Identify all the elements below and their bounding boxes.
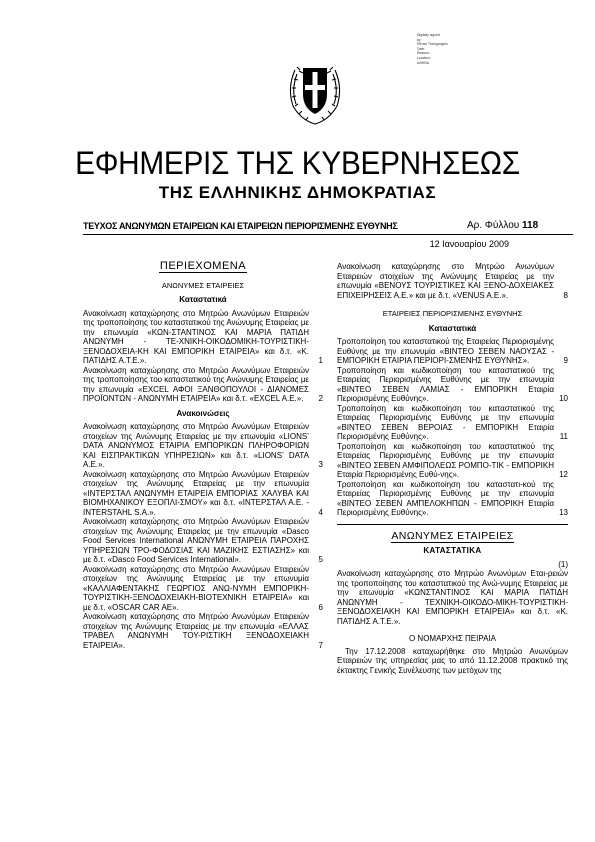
- contents-entry[interactable]: [83, 470, 323, 518]
- contents-entry[interactable]: [83, 309, 323, 366]
- right-column: [337, 262, 568, 675]
- entry-page: 7: [318, 640, 323, 650]
- issue-number: 118: [522, 220, 539, 231]
- issue-label: Αρ. Φύλλου: [467, 220, 520, 231]
- contents-title: ΠΕΡΙΕΧΟΜΕΝΑ: [159, 260, 247, 272]
- stamp-line: Date:: [417, 46, 426, 51]
- entry-text: Ανακοίνωση καταχώρησης στο Μητρώο Ανωνύμων Εταιρειών στοιχείων της Ανώνυμης Εταιρείας με την επωνυμία «ΒΕΝΟΥΣ ΤΟΥΡΙΣΤΙΚΕΣ ΚΑΙ ΞΕΝΟ-ΔΟΧΕΙΑΚΕΣ ΕΠΙΧΕΙΡΗΣΕΙΣ Α.Ε.» και με δ.τ. «VENUS A.E.».: [337, 262, 554, 300]
- contents-entry[interactable]: [83, 366, 323, 404]
- contents-entry[interactable]: [83, 612, 323, 650]
- stamp-line: Digitally signed: [417, 33, 440, 37]
- subsection-heading: Ανακοινώσεις: [176, 408, 230, 418]
- article-subheading: ΚΑΤΑΣΤΑΤΙΚΑ: [423, 546, 482, 555]
- entry-text: Ανακοίνωση καταχώρησης στο Μητρώο Ανωνύμων Εταιρειών της τροποποίησης του καταστατικού της Ανώνυμης Εταιρείας με την επωνυμία «EXCEL ΑΦΟΙ ΞΑΝΘΟΠΟΥΛΟΙ - ΔΙΑΝΟΜΕΣ ΠΡΟΪΟΝΤΩΝ - ΑΝΩΝΥΜΗ ΕΤΑΙΡΕΙΑ» και δ.τ. «EXCEL A.E.».: [83, 365, 309, 403]
- entry-page: 10: [559, 394, 568, 403]
- contents-column: [83, 262, 323, 650]
- entry-page: 9: [563, 356, 568, 365]
- issue-series: ΤΕΥΧΟΣ ΑΝΩΝΥΜΩΝ ΕΤΑΙΡΕΙΩΝ ΚΑΙ ΕΤΑΙΡΕΙΩΝ ΠΕΡΙΟΡΙΣΜΕΝΗΣ ΕΥΘΥΝΗΣ: [83, 221, 398, 231]
- entry-page: 11: [559, 432, 568, 441]
- contents-entry[interactable]: [337, 366, 568, 404]
- entry-text: Τροποποίηση και κωδικοποίηση του καταστατι-κού της Εταιρείας Περιορισμένης Ευθύνης με την επωνυμία «ΒΙΝΤΕΟ ΣΕΒΕΝ ΑΜΠΕΛΟΚΗΠΩΝ - ΕΜΠΟΡΙΚΗ Εταιρία Περιορισμένης Ευθύνης».: [337, 479, 554, 517]
- contents-entry[interactable]: [83, 422, 323, 470]
- issue-date: 12 Ιανουαρίου 2009: [429, 239, 509, 249]
- entry-page: 13: [559, 508, 568, 517]
- entry-text: Ανακοίνωση καταχώρησης στο Μητρώο Ανωνύμων Εταιρειών στοιχείων της Ανώνυμης Εταιρείας με την επωνυμία «Dasco Food Services International ΑΝΩΝΥΜΗ ΕΤΑΙΡΕΙΑ ΠΑΡΟΧΗΣ ΥΠΗΡΕΣΙΩΝ ΤΡΟ-ΦΟΔΟΣΙΑΣ ΚΑΙ ΜΑΖΙΚΗΣ ΕΣΤΙΑΣΗΣ» και με δ.τ. «Dasco Food Services International».: [83, 517, 309, 564]
- stamp-line: by:: [417, 37, 422, 42]
- entry-text: Τροποποίηση και κωδικοποίηση του καταστατικού της Εταιρείας Περιορισμένης Ευθύνης με την επωνυμία «ΒΙΝΤΕΟ ΣΕΒΕΝ ΒΕΡΟΙΑΣ - ΕΜΠΟΡΙΚΗ Εταιρία Περιορισμένης Ευθύνης».: [337, 403, 554, 441]
- greek-coat-of-arms-icon: [283, 58, 347, 128]
- issue-number-label: [467, 220, 538, 231]
- entry-text: Τροποποίηση και κωδικοποίηση του καταστατικού της Εταιρείας Περιορισμένης Ευθύνης με την επωνυμία «ΒΙΝΤΕΟ ΣΕΒΕΝ ΑΜΦΙΠΟΛΕΩΣ ΡΟΜΠΟ-ΤΙΚ - ΕΜΠΟΡΙΚΗ Εταιρία Περιορισμένης Ευθύ-νης».: [337, 441, 554, 479]
- article-body: Ανακοίνωση καταχώρησης στο Μητρώο Ανωνύμων Εται-ρειών της τροποποίησης του καταστατικού της Ανώ-νυμης Εταιρείας με την επωνυμία «ΚΩΝΣΤΑΝΤΙΝΟΣ ΚΑΙ ΜΑΡΙΑ ΠΑΤΙΔΗ ΑΝΩΝΥΜΗ - ΤΕΧΝΙΚΗ-ΟΙΚΟΔΟ-ΜΙΚΗ-ΤΟΥΡΙΣΤΙΚΗ-ΞΕΝΟΔΟΧΕΙΑΚΗ ΚΑΙ ΕΜΠΟΡΙΚΗ ΕΤΑΙΡΕΙΑ» και δ.τ. «Κ. ΠΑΤΙΔΗΣ Α.Τ.Ε.».: [337, 569, 568, 626]
- gazette-subtitle: ΤΗΣ ΕΛΛΗΝΙΚΗΣ ΔΗΜΟΚΡΑΤΙΑΣ: [158, 183, 437, 202]
- subsection-heading: Καταστατικά: [179, 295, 227, 304]
- contents-entry[interactable]: [337, 404, 568, 442]
- entry-text: Ανακοίνωση καταχώρησης στο Μητρώο Ανωνύμων Εταιρειών στοιχείων της Ανώνυμης Εταιρείας με την επωνυμία «LIONS’ DATA ΑΝΩΝΥΜΟΣ ΕΤΑΙΡΙΑ ΕΜΠΟΡΙΚΩΝ ΠΛΗΡΟΦΟΡΙΩΝ ΚΑΙ ΕΙΣΠΡΑΚΤΙΚΩΝ ΥΠΗΡΕΣΙΩΝ» και δ.τ. «LIONS’ DATA A.E.».: [83, 422, 309, 469]
- entry-text: Τροποποίηση του καταστατικού της Εταιρείας Περιορισμένης Ευθύνης με την επωνυμία «ΒΙΝΤΕΟ ΣΕΒΕΝ ΝΑΟΥΣΑΣ - ΕΜΠΟΡΙΚΗ ΕΤΑΙΡΙΑ ΠΕΡΙΟΡΙ-ΣΜΕΝΗΣ ΕΥΘΥΝΗΣ».: [337, 337, 554, 365]
- section-heading: ΕΤΑΙΡΕΙΕΣ ΠΕΡΙΟΡΙΣΜΕΝΗΣ ΕΥΘΥΝΗΣ: [382, 309, 523, 318]
- stamp-line: Reason:: [417, 51, 430, 56]
- entry-text: Ανακοίνωση καταχώρησης στο Μητρώο Ανωνύμων Εταιρειών στοιχείων της Ανώνυμης Εταιρείας με την επωνυμία «ΕΛΛΑΣ ΤΡΑΒΕΛ ΑΝΩΝΥΜΗ ΤΟΥ-ΡΙΣΤΙΚΗ ΞΕΝΟΔΟΧΕΙΑΚΗ ΕΤΑΙΡΕΙΑ».: [83, 612, 309, 650]
- entry-text: Ανακοίνωση καταχώρησης στο Μητρώο Ανωνύμων Εταιρειών της τροποποίησης του καταστατικού της Ανώνυμης Εταιρείας με την επωνυμία «ΚΩΝ-ΣΤΑΝΤΙΝΟΣ ΚΑΙ ΜΑΡΙΑ ΠΑΤΙΔΗ ΑΝΩΝΥΜΗ - ΤΕ-ΧΝΙΚΗ-ΟΙΚΟΔΟΜΙΚΗ-ΤΟΥΡΙΣΤΙΚΗ-ΞΕΝΟΔΟΧΕΙΑ-ΚΗ ΚΑΙ ΕΜΠΟΡΙΚΗ ΕΤΑΙΡΕΙΑ» και δ.τ. «Κ. ΠΑΤΙΔΗΣ Α.Τ.Ε.».: [83, 308, 309, 365]
- gazette-title: ΕΦΗΜΕΡΙΣ ΤΗΣ ΚΥΒΕΡΝΗΣΕΩΣ: [75, 145, 520, 181]
- subsection-heading: Καταστατικά: [428, 323, 477, 333]
- contents-entry[interactable]: [337, 480, 568, 518]
- entry-page: 5: [318, 555, 323, 564]
- stamp-line: ΑΘΗΝΑ: [417, 60, 429, 65]
- article-number: (1): [558, 559, 568, 569]
- entry-page: 1: [318, 356, 323, 365]
- entry-page: 4: [318, 507, 323, 517]
- stamp-line: Εθνικό Τυπογραφείο: [417, 42, 448, 47]
- header-rule: [83, 234, 573, 235]
- entry-page: 3: [318, 460, 323, 469]
- contents-entry[interactable]: [337, 337, 568, 366]
- entry-page: 2: [318, 394, 323, 403]
- article-authority: Ο ΝΟΜΑΡΧΗΣ ΠΕΙΡΑΙΑ: [408, 634, 497, 643]
- digital-signature-stamp: [417, 33, 487, 65]
- article-heading: ΑΝΩΝΥΜΕΣ ΕΤΑΙΡΕΙΕΣ: [391, 529, 514, 542]
- entry-page: 12: [559, 470, 568, 479]
- contents-entry[interactable]: [337, 442, 568, 480]
- article-body-continued: Την 17.12.2008 καταχωρήθηκε στο Μητρώο Ανωνύμων Εταιρειών της υπηρεσίας μας το από 11.12.2008 πρακτικό της έκτακτης Γενικής Συνέλευσης των μετόχων της: [337, 646, 568, 675]
- entry-page: 6: [318, 602, 323, 612]
- entry-page: 8: [563, 290, 568, 300]
- section-divider: [337, 524, 568, 525]
- contents-entry[interactable]: [337, 262, 568, 300]
- contents-entry[interactable]: [83, 517, 323, 565]
- entry-text: Ανακοίνωση καταχώρησης στο Μητρώο Ανωνύμων Εταιρειών στοιχείων της Ανώνυμης Εταιρείας με την επωνυμία «ΙΝΤΕΡΣΤΑΛ ΑΝΩΝΥΜΗ ΕΤΑΙΡΕΙΑ ΕΜΠΟΡΙΑΣ ΧΑΛΥΒΑ ΚΑΙ ΒΙΟΜΗΧΑΝΙΚΟΥ ΕΞΟΠΛΙ-ΣΜΟΥ» και δ.τ. «ΙΝΤΕΡΣΤΑΛ Α.Ε. - INTERSTAHL S.A.».: [83, 469, 309, 517]
- entry-text: Τροποποίηση και κωδικοποίηση του καταστατικού της Εταιρείας Περιορισμένης Ευθύνης με την επωνυμία «ΒΙΝΤΕΟ ΣΕΒΕΝ ΛΑΜΙΑΣ - ΕΜΠΟΡΙΚΗ Εταιρία Περιορισμένης Ευθύνης».: [337, 365, 554, 403]
- stamp-line: Location:: [417, 55, 431, 60]
- contents-entry[interactable]: [83, 565, 323, 613]
- section-heading: ΑΝΩΝΥΜΕΣ ΕΤΑΙΡΕΙΕΣ: [161, 280, 245, 290]
- entry-text: Ανακοίνωση καταχώρησης στο Μητρώο Ανωνύμων Εταιρειών στοιχείων της Ανώνυμης Εταιρείας με την επωνυμία «ΚΑΛΛΙΑΦΕΝΤΑΚΗΣ ΓΕΩΡΓΙΟΣ ΑΝΩ-ΝΥΜΗ ΕΜΠΟΡΙΚΗ-ΤΟΥΡΙΣΤΙΚΗ-ΞΕΝΟΔΟΧΕΙΑΚΗ-ΒΙΟΤΕΧΝΙΚΗ ΕΤΑΙΡΕΙΑ» και με δ.τ. «OSCAR CAR AE».: [83, 564, 309, 612]
